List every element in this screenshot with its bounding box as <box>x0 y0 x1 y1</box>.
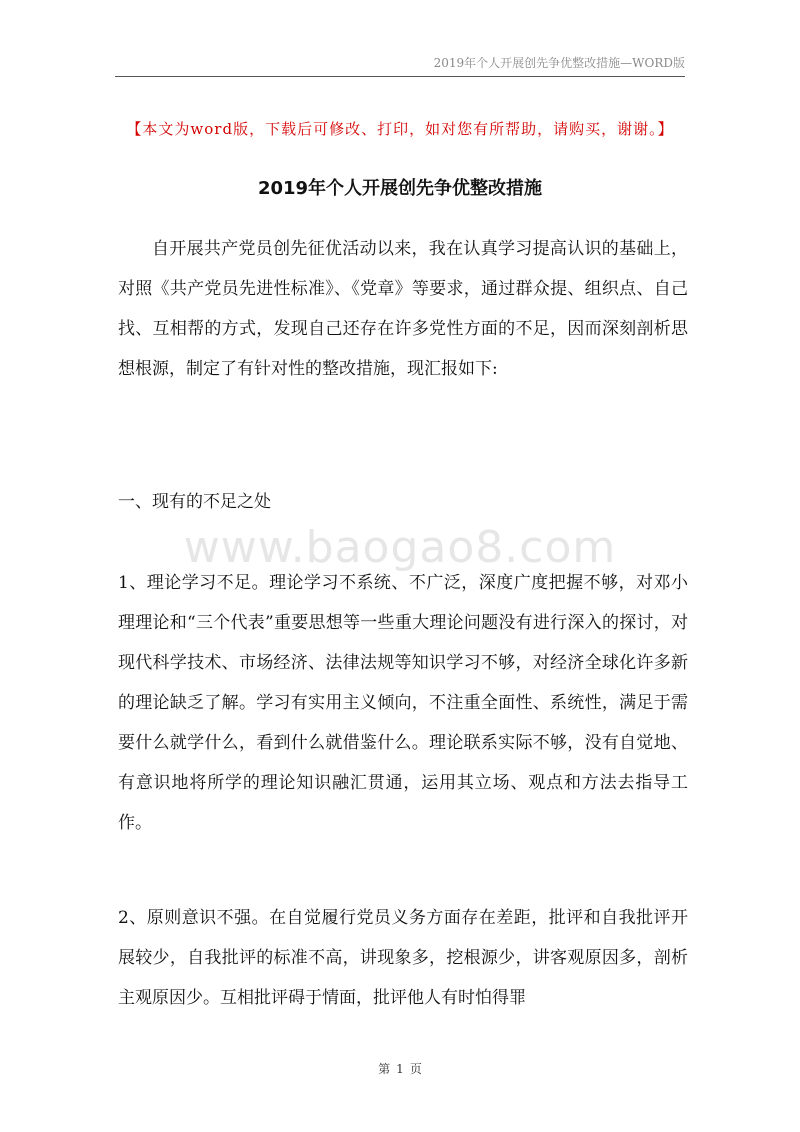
paragraph-item-2: 2、原则意识不强。在自觉履行党员义务方面存在差距，批评和自我批评开展较少，自我批评的标准不高，讲现象多，挖根源少，讲客观原因多，剖析主观原因少。互相批评碍于情面，批评他人有时怕得罪 <box>118 908 688 1008</box>
footer-prefix: 第 <box>378 1062 391 1076</box>
page-footer <box>0 1060 800 1077</box>
section-heading: 一、现有的不足之处 <box>118 492 271 512</box>
paragraph-item-1: 1、理论学习不足。理论学习不系统、不广泛，深度广度把握不够，对邓小理理论和“三个代表”重要思想等一些重大理论问题没有进行深入的探讨，对现代科学技术、市场经济、法律法规等知识学习不够，对经济全球化许多新的理论缺乏了解。学习有实用主义倾向，不注重全面性、系统性，满足于需要什么就学什么，看到什么就借鉴什么。理论联系实际不够，没有自觉地、有意识地将所学的理论知识融汇贯通，运用其立场、观点和方法去指导工作。 <box>118 573 688 833</box>
document-title: 2019年个人开展创先争优整改措施 <box>257 178 543 199</box>
watermark: www.baogao8.com <box>183 522 617 573</box>
header-title: 2019年个人开展创先争优整改措施—WORD版 <box>433 56 685 70</box>
intro-paragraph: 自开展共产党员创先征优活动以来，我在认真学习提高认识的基础上，对照《共产党员先进性标准》、《党章》等要求，通过群众提、组织点、自己找、互相帮的方式，发现自己还存在许多党性方面的不足，因而深刻剖析思想根源，制定了有针对性的整改措施，现汇报如下: <box>118 239 688 379</box>
footer-suffix: 页 <box>409 1062 422 1076</box>
download-notice: 【本文为word版，下载后可修改、打印，如对您有所帮助，请购买，谢谢。】 <box>126 120 674 138</box>
page-number: 1 <box>396 1062 404 1076</box>
page-header <box>115 50 685 77</box>
